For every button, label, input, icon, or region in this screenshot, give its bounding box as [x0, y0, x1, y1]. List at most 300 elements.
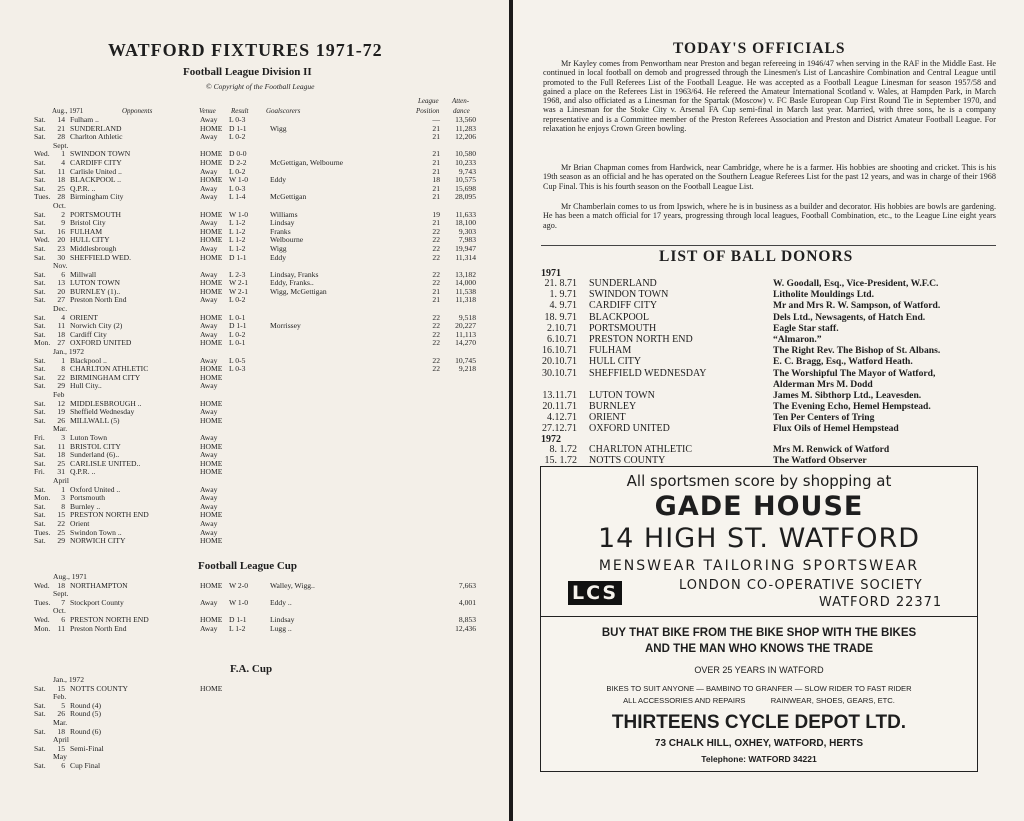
fixture-day: Tues. [34, 192, 51, 202]
donor-row [541, 278, 996, 289]
fixture-date: 19 [57, 407, 65, 417]
fixture-opponent: NORTHAMPTON [70, 580, 128, 590]
fixture-day: Sat. [34, 286, 46, 296]
fixture-opponent: BRISTOL CITY [70, 441, 121, 451]
fixture-venue: HOME [200, 312, 223, 322]
fixture-day: Sat. [34, 132, 46, 142]
header-opponents: Opponents [122, 107, 153, 115]
fixture-position: 21 [432, 132, 440, 142]
fixture-date: 1 [61, 355, 65, 365]
fixture-row [0, 468, 509, 477]
fixture-venue: HOME [200, 458, 223, 468]
fixture-opponent: FULHAM [70, 226, 103, 236]
donor-year-1971: 1971 [541, 268, 561, 279]
fixture-date: 16 [57, 226, 65, 236]
fixture-row [0, 762, 509, 771]
fixture-date: 3 [61, 493, 65, 503]
fixture-opponent: Stockport County [70, 597, 124, 607]
donor-row [541, 412, 996, 423]
fixture-opponent: NOTTS COUNTY [70, 683, 129, 693]
fixture-day: Sat. [34, 209, 46, 219]
fixture-goalscorers: Lugg .. [270, 623, 292, 633]
fixture-opponent: BIRMINGHAM CITY [70, 372, 141, 382]
fixture-date: 15 [57, 683, 65, 693]
fixture-day: Tues. [34, 597, 51, 607]
ad2-line1: BUY THAT BIKE FROM THE BIKE SHOP WITH THE BIKES [601, 627, 917, 639]
fixture-venue: Away [200, 329, 218, 339]
fixture-result: L 0-2 [229, 329, 246, 339]
header-league: League [418, 97, 439, 105]
official-paragraph-3: Mr Chamberlain comes to us from Ipswich, where he is in business as a builder and decorator. His hobbies are bowls are gardening. He has been a match official for 17 years, progressing through local leagues, Football Combination, etc., to the League Line eight years ago. [543, 202, 996, 230]
fixture-position: 18 [432, 175, 440, 185]
donor-match: PRESTON NORTH END [589, 333, 693, 345]
fixture-position: 22 [432, 278, 440, 288]
donor-name: “Almaron.” [773, 333, 822, 345]
fixture-day: Sat. [34, 321, 46, 331]
fixture-date: 21 [57, 123, 65, 133]
fixture-result: D 2-2 [229, 157, 247, 167]
fixture-date: 26 [57, 415, 65, 425]
fixture-date: 14 [57, 115, 65, 124]
fixture-date: 7 [61, 597, 65, 607]
donor-date: 30.10.71 [542, 367, 577, 379]
fixture-attendance: 15,698 [455, 183, 476, 193]
fixture-row [0, 417, 509, 426]
ad2-services: ALL ACCESSORIES AND REPAIRS RAINWEAR, SHOES, GEARS, ETC. [623, 696, 895, 705]
header-position: Position [416, 107, 440, 115]
fixture-opponent: MILLWALL (5) [70, 415, 120, 425]
donor-date: 18. 9.71 [544, 311, 577, 323]
fixture-opponent: Cardiff City [70, 329, 107, 339]
fixture-goalscorers: McGettigan, Welbourne [270, 157, 344, 167]
fixture-venue: HOME [200, 441, 223, 451]
fixture-opponent: Birmingham City [70, 192, 124, 202]
fixture-opponent: Preston North End [70, 623, 127, 633]
fixture-date: 18 [57, 726, 65, 736]
ad-departments: MENSWEAR TAILORING SPORTSWEAR [598, 558, 920, 574]
donor-match: ORIENT [589, 412, 626, 424]
donor-name: Dels Ltd., Newsagents, of Hatch End. [773, 311, 926, 323]
fixture-opponent: Oxford United .. [70, 484, 121, 494]
fixture-day: Sat. [34, 536, 46, 546]
fixture-goalscorers: Wigg, McGettigan [270, 286, 327, 296]
fixture-venue: Away [200, 493, 218, 503]
fixture-date: 25 [57, 458, 65, 468]
donor-name: Litholite Mouldings Ltd. [773, 289, 875, 301]
fixture-opponent: PRESTON NORTH END [70, 614, 149, 624]
division-subtitle: Football League Division II [183, 66, 312, 78]
fixture-day: Sat. [34, 226, 46, 236]
header-result: Result [231, 107, 249, 115]
fixture-venue: HOME [200, 286, 223, 296]
donor-match: LUTON TOWN [589, 389, 655, 401]
fixture-attendance: 7,663 [458, 580, 476, 590]
fixture-venue: HOME [200, 580, 223, 590]
fixture-opponent: HULL CITY [70, 235, 110, 245]
fixture-venue: HOME [200, 364, 223, 374]
fixture-date: 8 [61, 501, 65, 511]
donor-name: W. Goodall, Esq., Vice-President, W.F.C. [773, 278, 939, 289]
fixture-day: Sat. [34, 484, 46, 494]
fixture-attendance: 9,743 [458, 166, 476, 176]
fixture-row [0, 728, 509, 737]
fixture-attendance: 20,227 [455, 321, 476, 331]
donor-row [541, 401, 996, 412]
fixture-opponent: CHARLTON ATHLETIC [70, 364, 149, 374]
fixture-attendance: 4,001 [458, 597, 476, 607]
donor-match: SHEFFIELD WEDNESDAY [589, 367, 707, 379]
fixture-result: W 2-0 [229, 580, 249, 590]
month-label: Oct. [53, 200, 66, 210]
fixture-attendance: 18,100 [455, 218, 476, 228]
fixture-opponent: BLACKPOOL .. [70, 175, 121, 185]
donor-year-1972: 1972 [541, 434, 561, 445]
fixture-venue: HOME [200, 157, 223, 167]
fixture-goalscorers: Welbourne [270, 235, 304, 245]
fixture-position: 22 [432, 312, 440, 322]
donor-date: 21. 8.71 [544, 278, 577, 289]
fixture-result: L 0-1 [229, 312, 246, 322]
fixture-attendance: 10,580 [455, 149, 476, 159]
fixture-attendance: 10,575 [455, 175, 476, 185]
fixture-opponent: Charlton Athletic [70, 132, 123, 142]
fixture-position: 21 [432, 123, 440, 133]
fixture-goalscorers: Lindsay [270, 614, 295, 624]
fixture-venue: Away [200, 321, 218, 331]
fixture-opponent: Hull City.. [70, 381, 102, 391]
fixture-position: 21 [432, 149, 440, 159]
cycle-depot-advert [540, 616, 978, 772]
fixture-venue: Away [200, 218, 218, 228]
donor-date: 6.10.71 [547, 333, 577, 345]
fixture-opponent: SWINDON TOWN [70, 149, 131, 159]
fixture-day: Fri. [34, 432, 45, 442]
donor-row [541, 312, 996, 323]
month-label: Jan., 1972 [53, 347, 85, 357]
fa-cup-table [0, 676, 509, 771]
month-label: Nov. [53, 261, 68, 271]
fixture-venue: HOME [200, 226, 223, 236]
fixture-date: 6 [61, 614, 65, 624]
donor-match: CHARLTON ATHLETIC [589, 444, 693, 455]
fixture-goalscorers: Franks [270, 226, 291, 236]
fixture-attendance: 28,095 [455, 192, 476, 202]
fixture-date: 20 [57, 235, 65, 245]
fixture-opponent: Portsmouth [70, 493, 106, 503]
month-label: Sept. [53, 140, 69, 150]
fixture-day: Mon. [34, 493, 51, 503]
fixture-venue: HOME [200, 415, 223, 425]
fixture-position: 22 [432, 252, 440, 262]
fixture-day: Sat. [34, 700, 46, 710]
fixture-result: W 1-0 [229, 175, 249, 185]
donor-name: E. C. Bragg, Esq., Watford Heath. [773, 356, 913, 368]
donor-name: Mrs M. Renwick of Watford [773, 444, 890, 455]
fixture-attendance: 12,436 [455, 623, 476, 633]
fixture-date: 5 [61, 700, 65, 710]
fixture-opponent: PRESTON NORTH END [70, 510, 149, 520]
fixture-date: 30 [57, 252, 65, 262]
fixture-day: Sat. [34, 407, 46, 417]
fixture-date: 11 [57, 166, 65, 176]
fixture-opponent: Swindon Town .. [70, 527, 122, 537]
fixture-opponent: Preston North End [70, 295, 127, 305]
fixture-result: D 0-0 [229, 149, 247, 159]
fixture-result: L 1-2 [229, 623, 246, 633]
fixture-result: L 1-2 [229, 235, 246, 245]
month-label: Mar. [53, 717, 68, 727]
donor-match: CARDIFF CITY [589, 300, 658, 312]
fixture-day: Sat. [34, 510, 46, 520]
fixture-date: 11 [57, 441, 65, 451]
fixture-day: Sat. [34, 218, 46, 228]
fixture-date: 25 [57, 183, 65, 193]
fixture-date: 22 [57, 372, 65, 382]
league-cup-table [0, 573, 509, 633]
fixture-opponent: Middlesbrough [70, 243, 117, 253]
fixture-opponent: LUTON TOWN [70, 278, 120, 288]
fixture-position: 22 [432, 329, 440, 339]
donor-name: The Right Rev. The Bishop of St. Albans. [773, 345, 941, 357]
month-label: April [53, 735, 70, 745]
gade-house-advert [540, 466, 978, 618]
fixture-attendance: 9,218 [458, 364, 476, 374]
fixture-day: Wed. [34, 614, 50, 624]
fixture-venue: Away [200, 484, 218, 494]
fixture-day: Wed. [34, 235, 50, 245]
header-goalscorers: Goalscorers [266, 107, 301, 115]
fixture-venue: Away [200, 355, 218, 365]
fixture-opponent: Sunderland (6).. [70, 450, 120, 460]
fixture-venue: Away [200, 269, 218, 279]
fixture-opponent: ORIENT [70, 312, 98, 322]
fixture-opponent: Round (6) [70, 726, 102, 736]
fixture-date: 6 [61, 760, 65, 770]
fixture-goalscorers: Lindsay, Franks [270, 269, 319, 279]
donor-date: 8. 1.72 [549, 444, 577, 455]
fixture-row [0, 685, 509, 694]
fixture-goalscorers: Morrissey [270, 321, 301, 331]
fixture-position: 21 [432, 183, 440, 193]
fixture-attendance: 9,518 [458, 312, 476, 322]
donor-date: 16.10.71 [542, 345, 577, 357]
fixture-venue: Away [200, 527, 218, 537]
fixture-result: L 0-1 [229, 338, 246, 348]
fixture-position: 22 [432, 338, 440, 348]
fixture-date: 31 [57, 467, 65, 477]
fixture-result: D 1-1 [229, 123, 247, 133]
fixture-result: W 1-0 [229, 597, 249, 607]
fixture-attendance: 11,314 [455, 252, 476, 262]
fixture-day: Sat. [34, 458, 46, 468]
donor-match: HULL CITY [589, 356, 642, 368]
fixture-venue: HOME [200, 614, 223, 624]
fixture-date: 23 [57, 243, 65, 253]
month-label: Sept. [53, 589, 69, 599]
officials-title: TODAY'S OFFICIALS [673, 40, 846, 57]
fixture-goalscorers: McGettigan [270, 192, 307, 202]
donor-name: James M. Sibthorp Ltd., Leavesden. [773, 389, 922, 401]
fixture-opponent: Round (4) [70, 700, 102, 710]
donor-row [541, 345, 996, 356]
donor-row [541, 334, 996, 345]
fixture-date: 3 [61, 432, 65, 442]
fixture-attendance: 13,560 [455, 115, 476, 124]
fixture-opponent: Q.P.R. .. [70, 467, 96, 477]
fa-cup-title: F.A. Cup [230, 663, 273, 675]
header-atten: Atten- [452, 97, 470, 105]
fixture-venue: HOME [200, 175, 223, 185]
fixture-date: 28 [57, 192, 65, 202]
fixture-day: Sat. [34, 157, 46, 167]
ad-tagline: All sportsmen score by shopping at [626, 472, 892, 490]
ad2-years: OVER 25 YEARS IN WATFORD [694, 665, 824, 675]
fixture-row [0, 625, 509, 634]
fixture-opponent: BURNLEY (1).. [70, 286, 121, 296]
donor-row [541, 300, 996, 311]
month-label: Oct. [53, 606, 66, 616]
fixture-day: Sat. [34, 398, 46, 408]
ad2-line2: AND THE MAN WHO KNOWS THE TRADE [644, 643, 874, 655]
fixture-attendance: 11,538 [455, 286, 476, 296]
month-label: Feb [53, 390, 65, 399]
fixture-position: 21 [432, 218, 440, 228]
fixture-day: Sat. [34, 312, 46, 322]
fixture-position: — [432, 115, 440, 124]
fixture-result: L 1-2 [229, 218, 246, 228]
fixture-venue: HOME [200, 536, 223, 546]
donor-match: BLACKPOOL [589, 311, 650, 323]
officials-page [513, 0, 1024, 821]
donor-list-1972 [541, 444, 996, 466]
fixture-opponent: Millwall [70, 269, 97, 279]
fixture-day: Sat. [34, 743, 46, 753]
fixture-date: 29 [57, 536, 65, 546]
fixture-goalscorers: Eddy, Franks.. [270, 278, 314, 288]
fixture-attendance: 19,947 [455, 243, 476, 253]
donor-name: Ten Per Centers of Tring [773, 412, 875, 424]
fixture-position: 22 [432, 235, 440, 245]
fixture-opponent: Burnley .. [70, 501, 101, 511]
fixture-day: Sat. [34, 450, 46, 460]
fixtures-page [0, 0, 509, 821]
fixture-date: 22 [57, 518, 65, 528]
fixture-day: Sat. [34, 295, 46, 305]
fixtures-title: WATFORD FIXTURES 1971-72 [108, 40, 383, 60]
month-label: May [53, 752, 67, 762]
fixture-opponent: Round (5) [70, 709, 102, 719]
fixture-venue: Away [200, 183, 218, 193]
fixture-position: 22 [432, 355, 440, 365]
fixture-opponent: Carlisle United .. [70, 166, 122, 176]
fixture-attendance: 14,000 [455, 278, 476, 288]
fixture-date: 18 [57, 329, 65, 339]
fixture-date: 13 [57, 278, 65, 288]
fixture-result: W 2-1 [229, 286, 249, 296]
fixture-opponent: MIDDLESBROUGH .. [70, 398, 142, 408]
fixture-attendance: 11,633 [455, 209, 476, 219]
fixture-opponent: NORWICH CITY [70, 536, 126, 546]
fixture-result: W 2-1 [229, 278, 249, 288]
fixture-venue: Away [200, 166, 218, 176]
fixture-day: Wed. [34, 580, 50, 590]
fixture-opponent: Q.P.R. .. [70, 183, 96, 193]
fixture-position: 22 [432, 269, 440, 279]
fixture-result: L 0-5 [229, 355, 246, 365]
fixture-day: Tues. [34, 527, 51, 537]
fixture-goalscorers: Wigg [270, 243, 287, 253]
fixture-opponent: Luton Town [70, 432, 108, 442]
fixture-opponent: Semi-Final [70, 743, 104, 753]
fixture-result: D 1-1 [229, 252, 247, 262]
official-paragraph-2: Mr Brian Chapman comes from Hardwick, near Cambridge, where he is a farmer. His hobbies are shooting and cricket. This is his 19th season as an official and he has operated on the Southern League Referees List for the past 12 years, and was in charge of their 1968 Cup Final. This is his fourth season on the Football League List. [543, 163, 996, 191]
league-fixtures-table [0, 116, 509, 546]
month-label: April [53, 475, 70, 485]
fixture-day: Sat. [34, 441, 46, 451]
donor-match: OXFORD UNITED [589, 423, 670, 435]
fixture-date: 8 [61, 364, 65, 374]
month-label: Dec. [53, 304, 68, 314]
fixture-venue: HOME [200, 467, 223, 477]
fixture-venue: Away [200, 192, 218, 202]
fixture-opponent: Sheffield Wednesday [70, 407, 135, 417]
copyright-note: © Copyright of the Football League [206, 82, 315, 91]
fixture-row [0, 599, 509, 608]
fixture-result: L 0-2 [229, 295, 246, 305]
fixture-result: L 0-2 [229, 132, 246, 142]
fixture-venue: Away [200, 407, 218, 417]
donor-name: The Worshipful The Mayor of Watford, [773, 367, 936, 379]
fixture-result: L 1-4 [229, 192, 246, 202]
fixture-result: D 1-1 [229, 614, 247, 624]
fixture-day: Sat. [34, 269, 46, 279]
fixture-row [0, 582, 509, 591]
fixture-position: 22 [432, 321, 440, 331]
fixture-position: 21 [432, 286, 440, 296]
fixture-venue: Away [200, 450, 218, 460]
fixture-date: 9 [61, 218, 65, 228]
fixture-venue: Away [200, 623, 218, 633]
donor-date: 13.11.71 [542, 389, 577, 401]
fixture-venue: HOME [200, 510, 223, 520]
donor-name: Alderman Mrs M. Dodd [773, 378, 873, 390]
fixture-day: Wed. [34, 149, 50, 159]
fixture-day: Sat. [34, 329, 46, 339]
fixture-row [0, 382, 509, 391]
fixture-date: 18 [57, 175, 65, 185]
fixture-row [0, 537, 509, 546]
fixture-row [0, 710, 509, 719]
donor-date: 20.10.71 [542, 356, 577, 368]
donor-name: Flux Oils of Hemel Hempstead [773, 423, 899, 435]
donor-row [541, 423, 996, 434]
fixture-date: 25 [57, 527, 65, 537]
fixture-venue: Away [200, 432, 218, 442]
fixture-day: Fri. [34, 467, 45, 477]
official-paragraph-1: Mr Kayley comes from Penwortham near Preston and began refereeing in 1946/47 when serving in the RAF in the Middle East. He continued in local football on demob and progressed through the Linesmen's List of Lancashire Combination and Central League until promoted to the Full Referees List of the Football League. He was accepted as a Football League Linesman for season 1957/58 and gained a place on the Referees List in 1963/64. He refereed the Amateur International Scotland v. Wales, at Hampden Park, in March 1968, and also officiated as a Linesman for the Spartak (Moscow) v. FC Basle European Cup First Round Tie in September 1970, and was a Linesman for the Stoke City v. Arsenal FA Cup semi-final in March last year. Married, with three sons, he is a company representative and is a Committee member of the Preston Referees Association and Preston and District Amateur Football League. For relaxation he enjoys Crown Green bowling. [543, 59, 996, 134]
fixture-venue: Away [200, 501, 218, 511]
fixture-date: 12 [57, 398, 65, 408]
fixture-day: Sat. [34, 115, 46, 124]
donor-list-1971 [541, 278, 996, 435]
fixture-position: 22 [432, 243, 440, 253]
fixture-goalscorers: Lindsay [270, 218, 295, 228]
donor-match: PORTSMOUTH [589, 322, 657, 334]
donor-name: The Watford Observer [773, 455, 867, 467]
fixture-venue: HOME [200, 209, 223, 219]
month-label: Feb. [53, 692, 67, 702]
fixture-day: Mon. [34, 338, 51, 348]
